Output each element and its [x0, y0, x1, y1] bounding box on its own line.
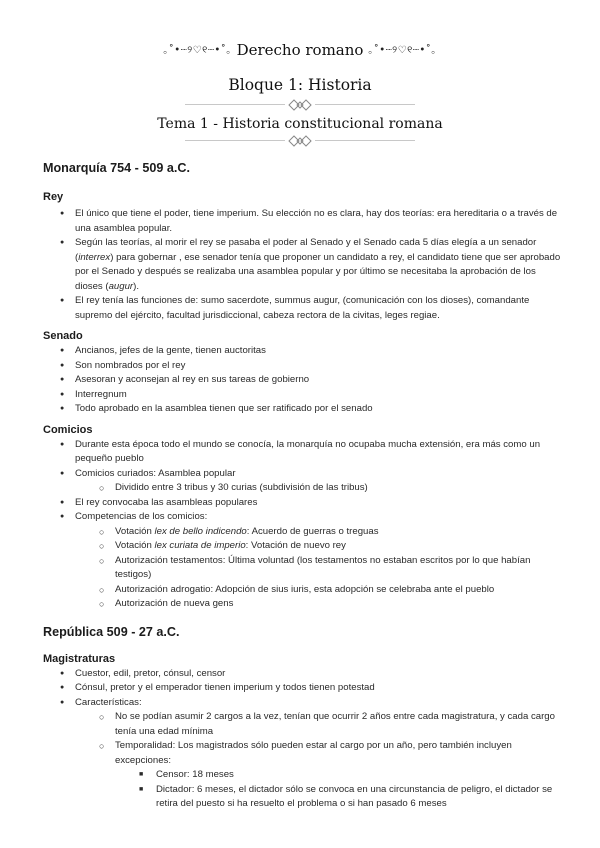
list-item: ● Según las teorías, al morir el rey se pasaba el poder al Senado y el Senado cada 5 días elegía a un senador (interrex) para gobernar , ese senador tenía que proponer un candidato a rey, el candidato tiene que ser aprobado por el Senado y después se realizaba una asamblea popular y por último se necesitaba la aprobación de los dioses (augur). [43, 236, 563, 294]
list-item: ■ Dictador: 6 meses, el dictador sólo se convoca en una circunstancia de peligro, el dictador se retira del puesto si ha resuelto el problema o si han pasado 6 meses [43, 783, 563, 812]
list-item: ○ No se podían asumir 2 cargos a la vez, tenían que ocurrir 2 años entre cada magistratura, y cada cargo tenía una edad mínima [43, 710, 563, 739]
section-heading-monarquia: Monarquía 754 - 509 a.C. [43, 161, 190, 175]
list-item: ● Durante esta época todo el mundo se conocía, la monarquía no ocupaba mucha extensión, era más como un pequeño pueblo [43, 438, 563, 467]
title-text: Derecho romano [236, 41, 364, 59]
list-item: ○ Dividido entre 3 tribus y 30 curias (subdivisión de las tribus) [43, 481, 563, 496]
document-title [0, 41, 600, 59]
list-item: ● Comicios curiados: Asamblea popular ○ Dividido entre 3 tribus y 30 curias (subdivisión de las tribus) [43, 467, 563, 496]
list-item: ○ Votación lex curiata de imperio: Votación de nuevo rey [43, 539, 563, 554]
list-item: ● Cuestor, edil, pretor, cónsul, censor [43, 667, 563, 682]
list-item: ● El único que tiene el poder, tiene imperium. Su elección no es clara, hay dos teorías: era hereditaria o a través de una asamblea popular. [43, 207, 563, 236]
list-item: ● El rey convocaba las asambleas populares [43, 496, 563, 511]
subsection-heading-rey: Rey [43, 191, 64, 203]
subsection-heading-senado: Senado [43, 330, 83, 342]
list-item: ○ Votación lex de bello indicendo: Acuerdo de guerras o treguas [43, 525, 563, 540]
list-item: ● Son nombrados por el rey [43, 359, 563, 374]
senado-list [43, 344, 563, 417]
rey-list [43, 207, 563, 323]
list-item: ■ Censor: 18 meses [43, 768, 563, 783]
list-item: ○ Autorización testamentos: Última voluntad (los testamentos no estaban escritos por lo que habían testigos) [43, 554, 563, 583]
decoration-right: ｡˚•┈୨♡୧┈•˚｡ [368, 45, 437, 56]
list-item: ● Características: ○ No se podían asumir 2 cargos a la vez, tenían que ocurrir 2 años entre cada magistratura, y cada cargo tenía una edad mínima ○ Temporalidad: Los magistrados sólo pueden estar al cargo por un año, pero también incluyen excepciones: ■ Censor: 18 meses ■ Dictador: 6 meses, el dictador sólo se convoca en una circunstancia de peligro, el dictador se retira del puesto si ha resuelto el problema o si han pasado 6 meses [43, 696, 563, 812]
decoration-left: ｡˚•┈୨♡୧┈•˚｡ [163, 45, 232, 56]
document-body [43, 160, 563, 812]
diamond-ornament-icon [288, 99, 312, 111]
section-heading-republica: República 509 - 27 a.C. [43, 624, 180, 639]
diamond-ornament-icon [288, 135, 312, 147]
list-item: ● Todo aprobado en la asamblea tienen que ser ratificado por el senado [43, 402, 563, 417]
list-item: ● El rey tenía las funciones de: sumo sacerdote, summus augur, (comunicación con los dioses), comandante supremo del ejército, facultad jurisdiccional, cabeza rectora de la civitas, leges regiae. [43, 294, 563, 323]
ornamental-divider [185, 135, 415, 147]
subsection-heading-magistraturas: Magistraturas [43, 652, 116, 665]
list-item: ● Ancianos, jefes de la gente, tienen auctoritas [43, 344, 563, 359]
list-item: ● Asesoran y aconsejan al rey en sus tareas de gobierno [43, 373, 563, 388]
magistraturas-list [43, 667, 563, 812]
subsection-heading-comicios: Comicios [43, 423, 93, 436]
bloque-heading: Bloque 1: Historia [228, 76, 372, 94]
list-item: ○ Temporalidad: Los magistrados sólo pueden estar al cargo por un año, pero también incluyen excepciones: ■ Censor: 18 meses ■ Dictador: 6 meses, el dictador sólo se convoca en una circunstancia de peligro, el dictador se retira del puesto si ha resuelto el problema o si han pasado 6 meses [43, 739, 563, 812]
tema-heading: Tema 1 - Historia constitucional romana [157, 116, 443, 132]
ornamental-divider [185, 99, 415, 111]
list-item: ● Cónsul, pretor y el emperador tienen imperium y todos tienen potestad [43, 681, 563, 696]
list-item: ○ Autorización adrogatio: Adopción de sius iuris, esta adopción se celebraba ante el pueblo [43, 583, 563, 598]
list-item: ○ Autorización de nueva gens [43, 597, 563, 612]
comicios-list [43, 438, 563, 612]
list-item: ● Interregnum [43, 388, 563, 403]
list-item: ● Competencias de los comicios: ○ Votación lex de bello indicendo: Acuerdo de guerras o treguas ○ Votación lex curiata de imperio: Votación de nuevo rey ○ Autorización testamentos: Última voluntad (los testamentos no estaban escritos por lo que habían testigos) ○ Autorización adrogatio: Adopción de sius iuris, esta adopción se celebraba ante el pueblo ○ Autorización de nueva gens [43, 510, 563, 612]
